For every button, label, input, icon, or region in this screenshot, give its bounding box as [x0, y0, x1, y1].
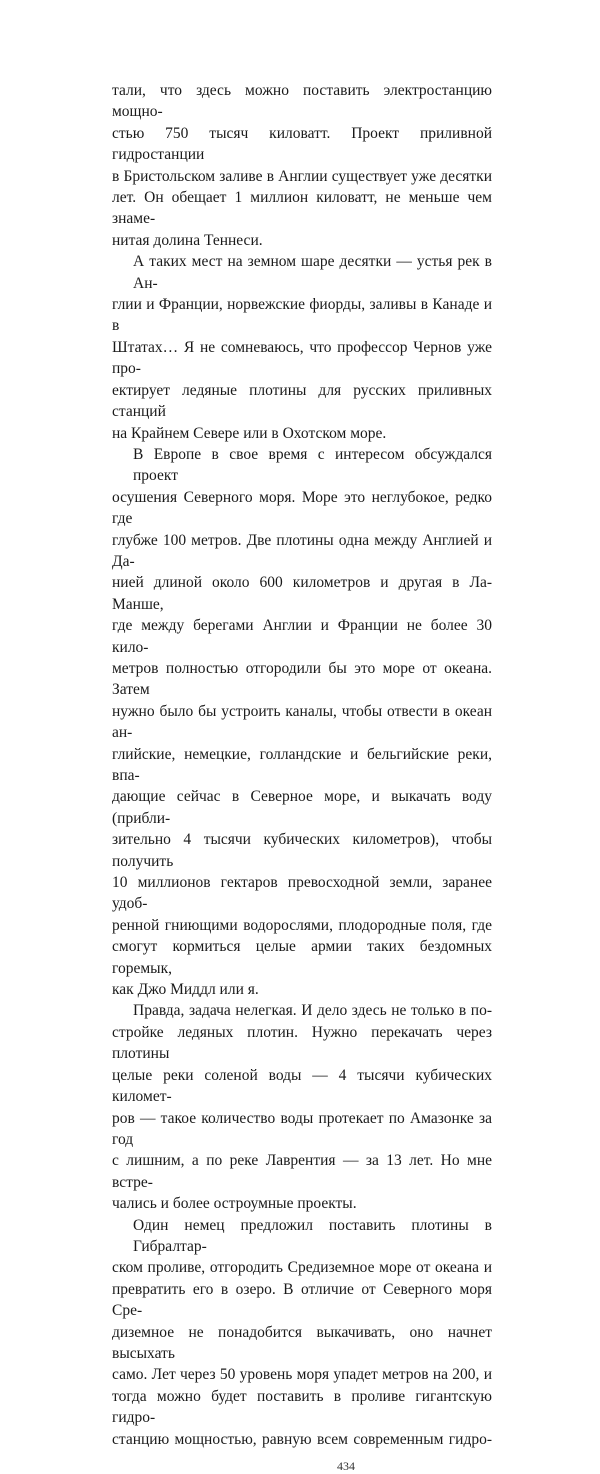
- text-line: ренной гниющими водорослями, плодородные поля, где: [112, 916, 492, 934]
- paragraph: [112, 444, 492, 1001]
- paragraph: [112, 251, 492, 444]
- text-line: ров — такое количество воды протекает по Амазонке за год: [112, 1109, 492, 1148]
- page-body-text: [112, 80, 492, 1450]
- text-line: смогут кормиться целые армии таких бездомных горемык,: [112, 938, 492, 977]
- text-line: тогда можно будет поставить в проливе гигантскую гидро-: [112, 1387, 492, 1427]
- text-line: зительно 4 тысячи кубических километров), чтобы получить: [112, 831, 492, 870]
- text-line: ском проливе, отгородить Средиземное море от океана и: [112, 1259, 492, 1277]
- text-line: В Европе в свое время с интересом обсуждался проект: [133, 445, 492, 485]
- text-line: А таких мест на земном шаре десятки — устья рек в Ан-: [133, 253, 492, 292]
- text-line: стью 750 тысяч киловатт. Проект приливной гидростанции: [112, 124, 492, 164]
- text-line: где между берегами Англии и Франции не более 30 кило-: [112, 617, 492, 656]
- text-line: глии и Франции, норвежские фиорды, заливы в Канаде и в: [112, 296, 492, 335]
- text-line: нитая долина Теннеси.: [112, 231, 263, 249]
- text-line: Правда, задача нелегкая. И дело здесь не только в по-: [133, 1002, 492, 1020]
- text-line: на Крайнем Севере или в Охотском море.: [112, 424, 387, 442]
- text-line: как Джо Миддл или я.: [112, 981, 259, 999]
- text-line: нией длиной около 600 километров и другая в Ла-Манше,: [112, 574, 492, 613]
- text-line: станцию мощностью, равную всем современным гидро-: [112, 1430, 492, 1448]
- text-line: диземное не понадобится выкачивать, оно начнет высыхать: [112, 1323, 492, 1362]
- text-line: чались и более остроумные проекты.: [112, 1195, 357, 1213]
- text-line: глийские, немецкие, голландские и бельгийские реки, впа-: [112, 745, 492, 784]
- text-line: дающие сейчас в Северное море, и выкачать воду (прибли-: [112, 788, 492, 827]
- text-line: целые реки соленой воды — 4 тысячи кубических километ-: [112, 1066, 492, 1106]
- text-line: глубже 100 метров. Две плотины одна между Англией и Да-: [112, 531, 492, 570]
- text-line: превратить его в озеро. В отличие от Северного моря Сре-: [112, 1280, 492, 1320]
- text-line: лет. Он обещает 1 миллион киловатт, не меньше чем знаме-: [112, 189, 492, 228]
- text-line: Один немец предложил поставить плотины в Гибралтар-: [133, 1216, 492, 1255]
- text-line: ектирует ледяные плотины для русских приливных станций: [112, 381, 492, 421]
- paragraph: [112, 80, 492, 251]
- text-line: в Бристольском заливе в Англии существует уже десятки: [112, 167, 492, 185]
- paragraph: [112, 1215, 492, 1450]
- text-line: тали, что здесь можно поставить электростанцию мощно-: [112, 82, 492, 121]
- text-line: метров полностью отгородили бы это море от океана. Затем: [112, 659, 492, 699]
- text-line: с лишним, а по реке Лаврентия — за 13 лет. Но мне встре-: [112, 1152, 492, 1191]
- text-line: Штатах… Я не сомневаюсь, что профессор Чернов уже про-: [112, 338, 492, 378]
- text-line: осушения Северного моря. Море это неглубокое, редко где: [112, 488, 492, 528]
- text-line: само. Лет через 50 уровень моря упадет метров на 200, и: [112, 1366, 492, 1384]
- paragraph: [112, 1000, 492, 1214]
- text-line: нужно было бы устроить каналы, чтобы отвести в океан ан-: [112, 702, 492, 742]
- text-line: 10 миллионов гектаров превосходной земли, заранее удоб-: [112, 874, 492, 913]
- text-line: стройке ледяных плотин. Нужно перекачать через плотины: [112, 1023, 492, 1063]
- page-number: 434: [337, 1459, 355, 1473]
